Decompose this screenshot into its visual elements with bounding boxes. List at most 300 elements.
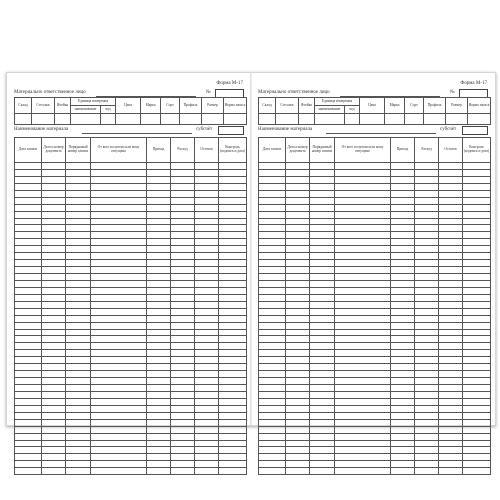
ledger-cell[interactable] (66, 308, 91, 315)
ledger-cell[interactable] (286, 364, 310, 371)
ledger-cell[interactable] (219, 294, 247, 301)
ledger-cell[interactable] (147, 364, 171, 371)
ledger-cell[interactable] (310, 385, 335, 392)
ledger-cell[interactable] (42, 454, 66, 461)
ledger-cell[interactable] (171, 461, 195, 468)
ledger-cell[interactable] (335, 232, 391, 239)
ledger-cell[interactable] (42, 315, 66, 322)
ledger-cell[interactable] (335, 419, 391, 426)
ledger-cell[interactable] (219, 190, 247, 197)
ledger-cell[interactable] (391, 246, 415, 253)
ledger-cell[interactable] (171, 294, 195, 301)
ledger-cell[interactable] (147, 260, 171, 267)
ledger-cell[interactable] (391, 190, 415, 197)
ledger-cell[interactable] (391, 204, 415, 211)
ledger-cell[interactable] (15, 169, 42, 176)
ledger-cell[interactable] (219, 176, 247, 183)
ledger-cell[interactable] (463, 197, 491, 204)
ledger-cell[interactable] (195, 294, 219, 301)
ledger-cell[interactable] (391, 336, 415, 343)
ledger-cell[interactable] (42, 308, 66, 315)
ledger-cell[interactable] (66, 280, 91, 287)
ledger-cell[interactable] (335, 218, 391, 225)
ledger-cell[interactable] (91, 169, 147, 176)
ledger-cell[interactable] (335, 287, 391, 294)
ledger-cell[interactable] (286, 371, 310, 378)
attr-cell[interactable] (202, 114, 224, 125)
ledger-cell[interactable] (219, 239, 247, 246)
ledger-cell[interactable] (66, 190, 91, 197)
ledger-cell[interactable] (391, 419, 415, 426)
ledger-cell[interactable] (391, 440, 415, 447)
ledger-cell[interactable] (310, 461, 335, 468)
attr-cell[interactable] (71, 114, 101, 125)
ledger-cell[interactable] (42, 433, 66, 440)
ledger-cell[interactable] (463, 447, 491, 454)
ledger-cell[interactable] (15, 364, 42, 371)
ledger-cell[interactable] (286, 294, 310, 301)
ledger-cell[interactable] (42, 461, 66, 468)
ledger-cell[interactable] (391, 447, 415, 454)
ledger-cell[interactable] (195, 461, 219, 468)
ledger-cell[interactable] (439, 433, 463, 440)
ledger-cell[interactable] (66, 364, 91, 371)
ledger-cell[interactable] (391, 405, 415, 412)
ledger-cell[interactable] (42, 391, 66, 398)
ledger-cell[interactable] (171, 169, 195, 176)
ledger-cell[interactable] (439, 419, 463, 426)
ledger-cell[interactable] (259, 447, 286, 454)
ledger-cell[interactable] (171, 322, 195, 329)
ledger-cell[interactable] (310, 433, 335, 440)
ledger-cell[interactable] (66, 329, 91, 336)
ledger-cell[interactable] (259, 197, 286, 204)
ledger-cell[interactable] (91, 350, 147, 357)
ledger-cell[interactable] (391, 239, 415, 246)
ledger-cell[interactable] (310, 322, 335, 329)
ledger-cell[interactable] (171, 364, 195, 371)
ledger-cell[interactable] (147, 447, 171, 454)
ledger-cell[interactable] (335, 350, 391, 357)
ledger-cell[interactable] (415, 440, 439, 447)
ledger-cell[interactable] (171, 343, 195, 350)
ledger-cell[interactable] (415, 364, 439, 371)
ledger-cell[interactable] (42, 447, 66, 454)
ledger-cell[interactable] (66, 385, 91, 392)
ledger-cell[interactable] (463, 405, 491, 412)
ledger-cell[interactable] (171, 398, 195, 405)
ledger-cell[interactable] (219, 468, 247, 475)
ledger-cell[interactable] (171, 280, 195, 287)
ledger-cell[interactable] (42, 253, 66, 260)
ledger-cell[interactable] (195, 364, 219, 371)
ledger-cell[interactable] (415, 246, 439, 253)
ledger-cell[interactable] (42, 329, 66, 336)
ledger-cell[interactable] (15, 371, 42, 378)
ledger-cell[interactable] (66, 246, 91, 253)
attr-cell[interactable] (446, 114, 468, 125)
ledger-cell[interactable] (91, 225, 147, 232)
subaccount-field[interactable] (218, 126, 244, 135)
ledger-cell[interactable] (335, 280, 391, 287)
attr-cell[interactable] (405, 114, 424, 125)
ledger-cell[interactable] (66, 357, 91, 364)
ledger-cell[interactable] (91, 218, 147, 225)
ledger-cell[interactable] (335, 440, 391, 447)
ledger-cell[interactable] (259, 253, 286, 260)
ledger-cell[interactable] (147, 412, 171, 419)
attr-cell[interactable] (360, 114, 385, 125)
ledger-cell[interactable] (66, 391, 91, 398)
ledger-cell[interactable] (42, 163, 66, 170)
ledger-cell[interactable] (42, 322, 66, 329)
ledger-cell[interactable] (66, 440, 91, 447)
ledger-cell[interactable] (66, 371, 91, 378)
ledger-cell[interactable] (171, 468, 195, 475)
ledger-cell[interactable] (415, 294, 439, 301)
ledger-cell[interactable] (66, 398, 91, 405)
ledger-cell[interactable] (335, 239, 391, 246)
ledger-cell[interactable] (195, 239, 219, 246)
ledger-cell[interactable] (195, 447, 219, 454)
ledger-cell[interactable] (195, 190, 219, 197)
ledger-cell[interactable] (463, 454, 491, 461)
ledger-cell[interactable] (91, 391, 147, 398)
ledger-cell[interactable] (219, 433, 247, 440)
ledger-cell[interactable] (91, 211, 147, 218)
ledger-cell[interactable] (259, 308, 286, 315)
ledger-cell[interactable] (42, 190, 66, 197)
ledger-cell[interactable] (195, 315, 219, 322)
ledger-cell[interactable] (310, 426, 335, 433)
ledger-cell[interactable] (391, 315, 415, 322)
attr-cell[interactable] (468, 114, 491, 125)
ledger-cell[interactable] (15, 426, 42, 433)
ledger-cell[interactable] (91, 405, 147, 412)
ledger-cell[interactable] (171, 419, 195, 426)
ledger-cell[interactable] (310, 315, 335, 322)
ledger-cell[interactable] (91, 197, 147, 204)
ledger-cell[interactable] (259, 440, 286, 447)
attr-cell[interactable] (32, 114, 55, 125)
ledger-cell[interactable] (42, 350, 66, 357)
ledger-cell[interactable] (391, 385, 415, 392)
ledger-cell[interactable] (439, 232, 463, 239)
ledger-cell[interactable] (66, 294, 91, 301)
material-name-field[interactable] (82, 133, 192, 134)
attr-cell[interactable] (345, 114, 360, 125)
ledger-cell[interactable] (171, 267, 195, 274)
ledger-cell[interactable] (391, 176, 415, 183)
ledger-cell[interactable] (335, 176, 391, 183)
ledger-cell[interactable] (391, 357, 415, 364)
ledger-cell[interactable] (91, 398, 147, 405)
ledger-cell[interactable] (219, 232, 247, 239)
ledger-cell[interactable] (415, 433, 439, 440)
ledger-cell[interactable] (463, 426, 491, 433)
ledger-cell[interactable] (147, 308, 171, 315)
ledger-cell[interactable] (259, 329, 286, 336)
ledger-cell[interactable] (147, 163, 171, 170)
ledger-cell[interactable] (439, 378, 463, 385)
ledger-cell[interactable] (286, 176, 310, 183)
ledger-cell[interactable] (91, 454, 147, 461)
attr-cell[interactable] (161, 114, 180, 125)
ledger-cell[interactable] (310, 329, 335, 336)
ledger-cell[interactable] (463, 218, 491, 225)
ledger-cell[interactable] (171, 246, 195, 253)
ledger-cell[interactable] (195, 350, 219, 357)
ledger-cell[interactable] (391, 343, 415, 350)
ledger-cell[interactable] (195, 183, 219, 190)
ledger-cell[interactable] (42, 405, 66, 412)
ledger-cell[interactable] (463, 357, 491, 364)
ledger-cell[interactable] (463, 315, 491, 322)
ledger-cell[interactable] (415, 253, 439, 260)
ledger-cell[interactable] (391, 412, 415, 419)
ledger-cell[interactable] (66, 183, 91, 190)
ledger-cell[interactable] (415, 350, 439, 357)
ledger-cell[interactable] (219, 322, 247, 329)
ledger-cell[interactable] (415, 280, 439, 287)
attr-cell[interactable] (141, 114, 161, 125)
ledger-cell[interactable] (415, 308, 439, 315)
ledger-cell[interactable] (335, 336, 391, 343)
ledger-cell[interactable] (15, 398, 42, 405)
ledger-cell[interactable] (463, 398, 491, 405)
ledger-cell[interactable] (147, 232, 171, 239)
ledger-cell[interactable] (42, 468, 66, 475)
ledger-cell[interactable] (66, 197, 91, 204)
ledger-cell[interactable] (195, 260, 219, 267)
ledger-cell[interactable] (15, 204, 42, 211)
ledger-cell[interactable] (391, 461, 415, 468)
ledger-cell[interactable] (415, 468, 439, 475)
ledger-cell[interactable] (310, 218, 335, 225)
ledger-cell[interactable] (15, 322, 42, 329)
ledger-cell[interactable] (286, 197, 310, 204)
ledger-cell[interactable] (219, 336, 247, 343)
ledger-cell[interactable] (15, 211, 42, 218)
ledger-cell[interactable] (15, 287, 42, 294)
ledger-cell[interactable] (463, 461, 491, 468)
attr-cell[interactable] (259, 114, 276, 125)
ledger-cell[interactable] (171, 253, 195, 260)
ledger-cell[interactable] (219, 183, 247, 190)
attr-cell[interactable] (101, 114, 116, 125)
ledger-cell[interactable] (219, 274, 247, 281)
ledger-cell[interactable] (15, 301, 42, 308)
ledger-cell[interactable] (310, 371, 335, 378)
ledger-cell[interactable] (310, 336, 335, 343)
ledger-cell[interactable] (66, 218, 91, 225)
ledger-cell[interactable] (15, 391, 42, 398)
ledger-cell[interactable] (147, 391, 171, 398)
ledger-cell[interactable] (335, 447, 391, 454)
ledger-cell[interactable] (439, 274, 463, 281)
ledger-cell[interactable] (391, 378, 415, 385)
ledger-cell[interactable] (286, 350, 310, 357)
ledger-cell[interactable] (463, 308, 491, 315)
ledger-cell[interactable] (310, 412, 335, 419)
ledger-cell[interactable] (195, 336, 219, 343)
ledger-cell[interactable] (259, 190, 286, 197)
ledger-cell[interactable] (66, 315, 91, 322)
ledger-cell[interactable] (335, 197, 391, 204)
ledger-cell[interactable] (66, 253, 91, 260)
ledger-cell[interactable] (439, 371, 463, 378)
ledger-cell[interactable] (66, 301, 91, 308)
ledger-cell[interactable] (335, 308, 391, 315)
ledger-cell[interactable] (195, 301, 219, 308)
ledger-cell[interactable] (286, 315, 310, 322)
ledger-cell[interactable] (310, 246, 335, 253)
ledger-cell[interactable] (439, 357, 463, 364)
ledger-cell[interactable] (259, 364, 286, 371)
ledger-cell[interactable] (286, 280, 310, 287)
ledger-cell[interactable] (91, 419, 147, 426)
ledger-cell[interactable] (195, 163, 219, 170)
ledger-cell[interactable] (335, 163, 391, 170)
ledger-cell[interactable] (171, 412, 195, 419)
ledger-cell[interactable] (335, 357, 391, 364)
ledger-cell[interactable] (147, 176, 171, 183)
ledger-cell[interactable] (310, 350, 335, 357)
ledger-cell[interactable] (286, 232, 310, 239)
ledger-cell[interactable] (259, 239, 286, 246)
ledger-cell[interactable] (415, 461, 439, 468)
attr-cell[interactable] (180, 114, 202, 125)
ledger-cell[interactable] (147, 357, 171, 364)
ledger-cell[interactable] (415, 419, 439, 426)
ledger-cell[interactable] (391, 322, 415, 329)
ledger-cell[interactable] (286, 225, 310, 232)
ledger-cell[interactable] (335, 204, 391, 211)
ledger-cell[interactable] (195, 433, 219, 440)
ledger-cell[interactable] (286, 260, 310, 267)
ledger-cell[interactable] (391, 468, 415, 475)
ledger-cell[interactable] (415, 267, 439, 274)
ledger-cell[interactable] (335, 301, 391, 308)
ledger-cell[interactable] (15, 405, 42, 412)
ledger-cell[interactable] (415, 454, 439, 461)
ledger-cell[interactable] (91, 253, 147, 260)
ledger-cell[interactable] (335, 378, 391, 385)
ledger-cell[interactable] (463, 183, 491, 190)
ledger-cell[interactable] (66, 260, 91, 267)
ledger-cell[interactable] (219, 412, 247, 419)
ledger-cell[interactable] (335, 294, 391, 301)
ledger-cell[interactable] (310, 163, 335, 170)
ledger-cell[interactable] (286, 447, 310, 454)
ledger-cell[interactable] (42, 218, 66, 225)
ledger-cell[interactable] (463, 246, 491, 253)
ledger-cell[interactable] (391, 218, 415, 225)
ledger-cell[interactable] (66, 461, 91, 468)
ledger-cell[interactable] (15, 267, 42, 274)
ledger-cell[interactable] (171, 454, 195, 461)
ledger-cell[interactable] (415, 329, 439, 336)
attr-cell[interactable] (424, 114, 446, 125)
ledger-cell[interactable] (147, 183, 171, 190)
ledger-cell[interactable] (415, 447, 439, 454)
ledger-cell[interactable] (15, 343, 42, 350)
ledger-cell[interactable] (415, 274, 439, 281)
ledger-cell[interactable] (310, 357, 335, 364)
ledger-cell[interactable] (335, 211, 391, 218)
ledger-cell[interactable] (415, 412, 439, 419)
ledger-cell[interactable] (463, 336, 491, 343)
ledger-cell[interactable] (286, 357, 310, 364)
ledger-cell[interactable] (415, 357, 439, 364)
ledger-cell[interactable] (66, 378, 91, 385)
ledger-cell[interactable] (259, 461, 286, 468)
ledger-cell[interactable] (310, 454, 335, 461)
ledger-cell[interactable] (439, 454, 463, 461)
ledger-cell[interactable] (195, 391, 219, 398)
ledger-cell[interactable] (147, 169, 171, 176)
ledger-cell[interactable] (286, 336, 310, 343)
ledger-cell[interactable] (310, 405, 335, 412)
attr-cell[interactable] (299, 114, 315, 125)
ledger-cell[interactable] (310, 169, 335, 176)
ledger-cell[interactable] (91, 447, 147, 454)
ledger-cell[interactable] (463, 280, 491, 287)
ledger-cell[interactable] (147, 350, 171, 357)
ledger-cell[interactable] (66, 232, 91, 239)
attr-cell[interactable] (116, 114, 141, 125)
ledger-cell[interactable] (171, 176, 195, 183)
ledger-cell[interactable] (391, 308, 415, 315)
ledger-cell[interactable] (147, 280, 171, 287)
ledger-cell[interactable] (15, 329, 42, 336)
ledger-cell[interactable] (42, 169, 66, 176)
ledger-cell[interactable] (171, 329, 195, 336)
ledger-cell[interactable] (259, 350, 286, 357)
ledger-cell[interactable] (219, 246, 247, 253)
ledger-cell[interactable] (310, 176, 335, 183)
ledger-cell[interactable] (15, 447, 42, 454)
ledger-cell[interactable] (259, 225, 286, 232)
ledger-cell[interactable] (439, 461, 463, 468)
ledger-cell[interactable] (259, 378, 286, 385)
ledger-cell[interactable] (310, 308, 335, 315)
ledger-cell[interactable] (219, 204, 247, 211)
ledger-cell[interactable] (463, 239, 491, 246)
ledger-cell[interactable] (195, 197, 219, 204)
ledger-cell[interactable] (335, 391, 391, 398)
ledger-cell[interactable] (171, 336, 195, 343)
ledger-cell[interactable] (171, 426, 195, 433)
ledger-cell[interactable] (147, 385, 171, 392)
ledger-cell[interactable] (147, 287, 171, 294)
ledger-cell[interactable] (286, 169, 310, 176)
ledger-cell[interactable] (391, 211, 415, 218)
ledger-cell[interactable] (15, 336, 42, 343)
ledger-cell[interactable] (195, 385, 219, 392)
ledger-cell[interactable] (147, 246, 171, 253)
ledger-cell[interactable] (310, 253, 335, 260)
ledger-cell[interactable] (15, 260, 42, 267)
ledger-cell[interactable] (15, 280, 42, 287)
ledger-cell[interactable] (66, 447, 91, 454)
ledger-cell[interactable] (147, 211, 171, 218)
ledger-cell[interactable] (171, 225, 195, 232)
ledger-cell[interactable] (15, 440, 42, 447)
ledger-cell[interactable] (195, 246, 219, 253)
ledger-cell[interactable] (171, 447, 195, 454)
ledger-cell[interactable] (286, 412, 310, 419)
